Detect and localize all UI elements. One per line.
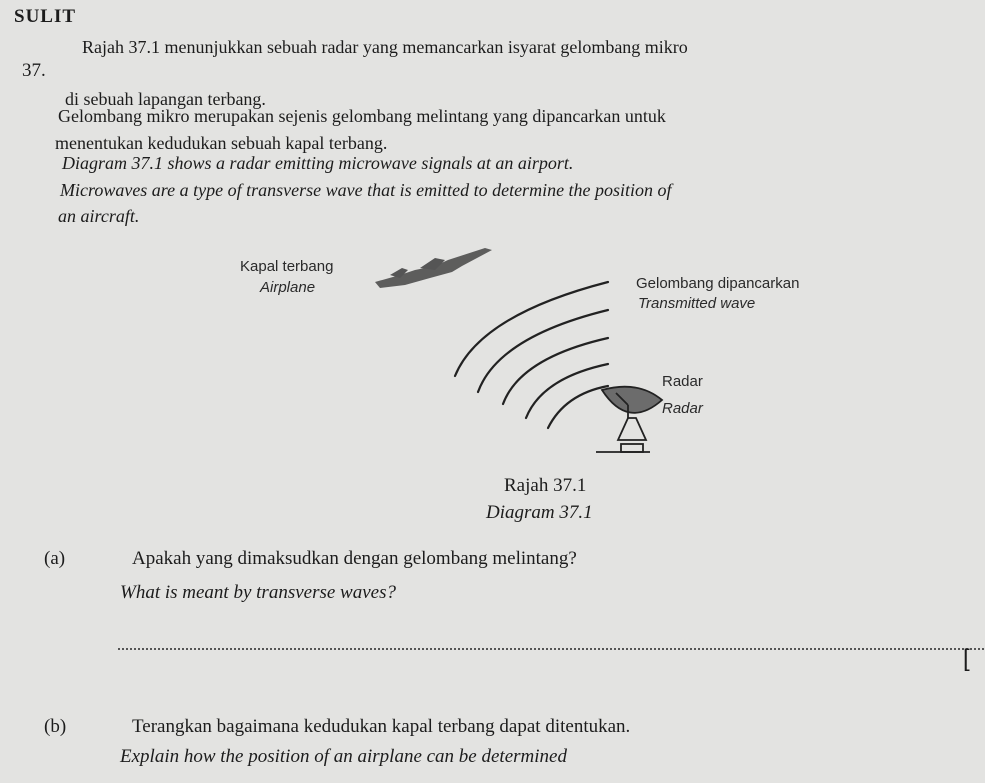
label-wave-ms: Gelombang dipancarkan <box>636 275 800 292</box>
diagram-drawing <box>230 230 870 470</box>
wave-arc-3 <box>503 338 608 404</box>
question-number: 37. <box>22 60 46 81</box>
diagram-caption-en: Diagram 37.1 <box>486 502 593 523</box>
microwave-arcs <box>455 282 608 428</box>
radar-diagram <box>230 230 870 470</box>
label-radar-ms: Radar <box>662 373 703 390</box>
wave-arc-5 <box>548 386 608 428</box>
header-sulit: SULIT <box>14 6 77 27</box>
question-line-7: an aircraft. <box>58 206 140 226</box>
part-b-label: (b) <box>44 716 67 737</box>
question-line-5: Diagram 37.1 shows a radar emitting microwave signals at an airport. <box>62 153 574 173</box>
marks-bracket: [ <box>963 645 970 672</box>
part-b-question-ms: Terangkan bagaimana kedudukan kapal terbang dapat ditentukan. <box>132 716 631 737</box>
part-a-label: (a) <box>44 548 66 569</box>
wave-arc-1 <box>455 282 608 376</box>
diagram-caption-ms: Rajah 37.1 <box>504 475 587 496</box>
question-line-1: Rajah 37.1 menunjukkan sebuah radar yang memancarkan isyarat gelombang mikro <box>82 37 688 57</box>
wave-arc-2 <box>478 310 608 392</box>
radar-icon <box>596 387 662 452</box>
part-a-question-en: What is meant by transverse waves? <box>120 582 396 603</box>
part-b-question-en: Explain how the position of an airplane can be determined <box>120 746 567 767</box>
part-a-answer-line[interactable] <box>118 648 984 650</box>
question-line-6: Microwaves are a type of transverse wave that is emitted to determine the position of <box>60 180 672 200</box>
question-line-3: Gelombang mikro merupakan sejenis gelombang melintang yang dipancarkan untuk <box>58 106 666 126</box>
question-line-4: menentukan kedudukan sebuah kapal terbang. <box>55 133 388 153</box>
label-airplane-ms: Kapal terbang <box>240 258 334 275</box>
airplane-icon <box>375 248 492 288</box>
label-airplane-en: Airplane <box>260 279 316 296</box>
wave-arc-4 <box>526 364 608 418</box>
label-radar-en: Radar <box>662 400 703 417</box>
part-a-question-ms: Apakah yang dimaksudkan dengan gelombang melintang? <box>132 548 577 569</box>
question-line-2: di sebuah lapangan terbang. <box>65 89 266 109</box>
label-wave-en: Transmitted wave <box>638 295 756 312</box>
